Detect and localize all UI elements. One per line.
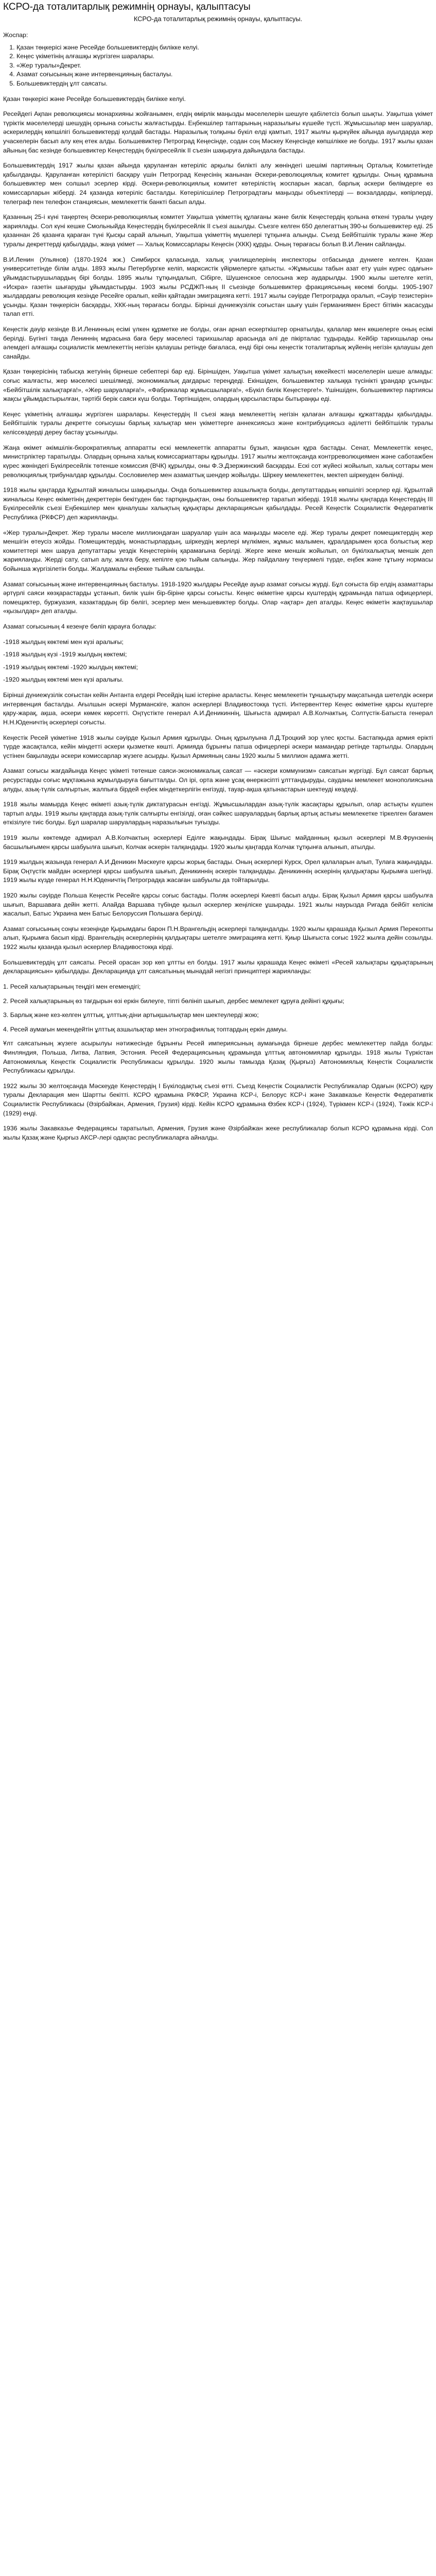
body-paragraph-lenin-bio: В.И.Ленин (Ульянов) (1870-1924 жж.) Симбирск қаласында, халық училищелерінің инспекторы отбасында дүниеге келген. Қазан университетінде білім алды. 1893 жылы Петербургке келіп, марксистік үйірмелерге қатысты. «Жұмысшы табын азат ету үшін күрес одағын» ұйымдастырушылардың бірі болды. 1895 жылы тұтқындалып, Сібірге, Шушенское селосына жер аударылды. 1900 жылы шетелге кетіп, «Искра» газетін шығаруды ұйымдастырды. 1903 жылы РСДЖП-ның II съезінде большевиктер фракциясының көсемі болды. 1905-1907 жылдардағы революция кезінде Ресейге оралып, кейін қайтадан эмиграцияға кетті. 1917 жылы сәуірде Петроградқа оралып, «Сәуір тезистерін» ұсынды. Қазан төңкерісін басқарды, ХКК-ның төрағасы болды. Бірінші дүниежүзілік соғыстан шығу үшін Германиямен Брест бітімін жасасуды талап етті.: [3, 256, 433, 318]
plan-item: 3. «Жер туралы»Декрет.: [16, 61, 433, 71]
stages-list: [3, 638, 433, 685]
principle-item: 3. Барлық және кез-келген ұлттық, ұлттық-діни артықшылықтар мен шектеулерді жою;: [3, 1011, 259, 1019]
document-subtitle: КСРО-да тоталитарлық режимнің орнауы, қалыптасуы.: [133, 14, 303, 23]
body-paragraph: Қазан төңкерісінің табысқа жетуінің бірнеше себептері бар еді. Біріншіден, Уақытша үкімет халықтың көкейкесті мәселелерін шеше алмады: соғыс жалғасты, жер мәселесі шешілмеді, экономикалық дағдарыс тереңдеді. Екіншіден, большевиктер халыққа түсінікті ұрандар ұсынды: «Бейбітшілік халықтарға!», «Жер шаруаларға!», «Фабрикалар жұмысшыларға!», «Бүкіл билік Кеңестерге!». Үшіншіден, большевиктер партиясы жақсы ұйымдастырылған, тәртібі берік саяси күш болды. Төртіншіден, олардың қарсыластары бытыраңқы еді.: [3, 368, 433, 403]
document-page: [0, 0, 436, 1154]
plan-list: [3, 43, 433, 89]
body-paragraph: Азамат соғысының соңғы кезеңінде Қырымдағы барон П.Н.Врангельдің әскерлері талқандалды. 1920 жылы қарашада Қызыл Армия Перекопты алып, Қырымға басып кірді. Врангельдің әскерлерінің қалдықтары шетелге эмиграцияға кетті. Қиыр Шығыста соғыс 1922 жылға дейін созылды. 1922 жылы қазанда қызыл әскерлер Владивостокқа кірді.: [3, 925, 433, 951]
plan-item: 5. Большевиктердің ұлт саясаты.: [16, 79, 433, 89]
body-paragraph: 1936 жылы Закавказье Федерациясы таратылып, Армения, Грузия және Әзірбайжан жеке республикалар болып КСРО құрамына кірді. Сол жылы Қазақ және Қырғыз АКСР-лері одақтас республикаларға айналды.: [3, 1125, 433, 1141]
body-paragraph: Қазанның 25-і күні таңертең Әскери-революциялық комитет Уақытша үкіметтің құлағаны және билік Кеңестердің қолына өткені туралы үндеу жариялады. Сол күні кешке Смольныйда Кеңестердің бүкілресейлік II съезі ашылды. Съезге келген 650 делегаттың 390-ы большевиктер еді. 25 қазаннан 26 қазанға қараған түні Қысқы сарай алынып, Уақытша үкіметтің мүшелері тұтқынға алынды. Съезд Бейбітшілік туралы және Жер туралы декреттерді қабылдады, жаңа үкімет — Халық Комиссарлары Кеңесін (ХКК) құрды. Оның төрағасы болып В.И.Ленин сайланды.: [3, 213, 433, 248]
stage-item: -1920 жылдың көктемі мен күзі аралығы.: [3, 676, 124, 684]
document-title: КСРО-да тоталитарлық режимнің орнауы, қалыптасуы: [3, 2, 251, 12]
plan-heading: Жоспар:: [3, 31, 28, 39]
principle-item: 4. Ресей аумағын мекендейтін ұлттық азшылықтар мен этнографиялық топтардың еркін дамуы.: [3, 1025, 288, 1033]
body-paragraph: Бірінші дүниежүзілік соғыстан кейін Антанта елдері Ресейдің ішкі істеріне араласты. Кеңес мемлекетін тұншықтыру мақсатында шетелдік әскери интервенция басталды. Ағылшын әскері Мурманскіге, жапон әскерлері Владивостокқа түсті. Интервенттер Кеңес өкіметіне қарсы күштерге қару-жарақ, ақша, әскери көмек көрсетті. Оңтүстікте генерал А.И.Деникиннің, Шығыста адмирал А.В.Колчактың, Солтүстік-Батыста генерал Н.Н.Юденичтің әскерлері соғысты.: [3, 691, 433, 726]
body-paragraph: Ресейдегі Ақпан революциясы монархияны жойғанымен, елдің өмірлік маңызды мәселелерін шешуге қабілетсіз болып шықты. Уақытша үкімет түріктік мәселелерді шешудің орнына соғысты жалғастырды. Еңбекшілер таптарының наразылығы күшейе түсті. Жұмысшылар мен шаруалар, әскерилердің көпшілігі большевиктерді қолдай бастады. Наразылық толқыны бүкіл елді қамтып, 1917 жылғы қыркүйек айында ауылдарда жер учаскелерін басып алу кең етек алды. Большевиктер Петроград Кеңесінде, содан соң Мәскеу Кеңесінде көпшілікке ие болды. 1917 жылы қазан айының бас кезінде большевиктер Кеңестердің бүкілресейлік II съезін шақыруға дайындала бастады.: [3, 110, 433, 154]
body-paragraph-first-measures: Кеңес үкіметінің алғашқы жүргізген шаралары. Кеңестердің II съезі жаңа мемлекеттің негізін қалаған алғашқы құжаттарды қабылдады. Бейбітшілік туралы декретте соғысушы барлық халықтар мен үкіметтерге аннексиясыз және контрибуциясыз әділетті бейбітшілік туралы келіссөздерді дереу бастау ұсынылды.: [3, 410, 433, 436]
stage-item: -1918 жылдың күзі -1919 жылдың көктемі;: [3, 651, 127, 658]
body-paragraph: Ұлт саясатының жүзеге асырылуы нәтижесінде бұрынғы Ресей империясының аумағында бірнеше дербес мемлекеттер пайда болды: Финляндия, Польша, Литва, Латвия, Эстония. Ресей Федерациясының құрамында ұлттық автономиялар құрылды. 1918 жылы Түркістан Автономиялық Кеңестік Социалистік Республикасы құрылды. 1920 жылы тамызда Қазақ (Қырғыз) Автономиялық Кеңестік Социалистік Республикасы құрылды.: [3, 1040, 433, 1075]
stage-item: -1918 жылдың көктемі мен күзі аралығы;: [3, 638, 124, 646]
body-paragraph-nationality-policy: Большевиктердің ұлт саясаты. Ресей орасан зор көп ұлтты ел болды. 1917 жылы қарашада Кеңес өкіметі «Ресей халықтары құқықтарының декларациясын» қабылдады. Декларацияда ұлт саясатының мынадай негізгі принциптері жарияланды:: [3, 958, 433, 975]
principle-item: 1. Ресей халықтарының теңдігі мен егемендігі;: [3, 982, 141, 990]
stage-item: -1919 жылдың көктемі -1920 жылдың көктемі;: [3, 663, 138, 671]
body-paragraph-land-decree: «Жер туралы»Декрет. Жер туралы мәселе миллиондаған шаруалар үшін аса маңызды мәселе еді. Жер туралы декрет помещиктердің жер меншігін өтеусіз жойды. Помещиктердің, монастырлардың, шіркеудің жерлері мүлкімен, жұмыс малымен, құралдарымен қоса болыстық жер комитеттері мен шаруа депутаттары уездік Кеңестерінің қарамағына берілді. Жерге жеке меншік жойылып, ол бүкілхалықтық меншік деп жарияланды. Жерді сату, сатып алу, жалға беру, кепілге қою тыйым салынды. Жер пайдалану теңгермелі түрде, еңбек және тұтыну нормасы бойынша жүргізілетін болды. Жалдамалы еңбекке тыйым салынды.: [3, 529, 433, 572]
principle-item: 2. Ресей халықтарының өз тағдырын өзі еркін билеуге, тіпті бөлініп шығып, дербес мемлекет құруға дейінгі құқығы;: [3, 997, 344, 1005]
body-paragraph: 1919 жылдың жазында генерал А.И.Деникин Мәскеуге қарсы жорық бастады. Оның әскерлері Курск, Орел қалаларын алып, Тулаға жақындады. Бірақ Оңтүстік майдан әскерлері қарсы шабуылға шығып, Деникиннің әскерін талқандады. Деникиннің әскерінің қалдықтары Қырымға шегінді. 1919 жылы күзде генерал Н.Н.Юденичтің Петроградқа жасаған шабуылы да тойтарылды.: [3, 858, 433, 884]
principles-list: [3, 982, 433, 1034]
plan-item: 1. Қазан төңкерісі және Ресейде большевиктердің билікке келуі.: [16, 43, 433, 53]
body-paragraph: Азамат соғысы жағдайында Кеңес үкіметі төтенше саяси-экономикалық саясат — «әскери коммунизм» саясатын жүргізді. Бұл саясат барлық ресурстарды соғыс мұқтажына жұмылдыруға бағытталды. Ол ірі, орта және ұсақ өнеркәсіпті ұлттандыруды, сауданы мемлекет монополиясына алуды, азық-түлік салғыртын, жалпыға бірдей еңбек міндеткерлігін енгізуді, тауар-ақша қатынастарын шектеуді көздеді.: [3, 767, 433, 793]
body-paragraph: 1920 жылы сәуірде Польша Кеңестік Ресейге қарсы соғыс бастады. Поляк әскерлері Киевті басып алды. Бірақ Қызыл Армия қарсы шабуылға шығып, Варшаваға дейін жетті. Алайда Варшава түбінде қызыл әскерлер жеңіліске ұшырады. 1921 жылы наурызда Ригада бейбіт келісім жасалып, Батыс Украина мен Батыс Белоруссия Польшаға берілді.: [3, 892, 433, 918]
body-paragraph: Кеңестік дәуір кезінде В.И.Ленинның есімі үлкен құрметке ие болды, оған арнап ескерткіштер орнатылды, қалалар мен көшелерге оның есімі берілді. Бүгінгі таңда Лениннің мұрасына баға беру мәселесі тарихшылар арасында әлі де пікірталас тудырады. Кейбір тарихшылар оны әлемдегі алғашқы социалистік мемлекеттің негізін қалаушы ретінде бағаласа, енді бірі оны кеңестік тоталитарлық жүйенің негізін қалаушы деп санайды.: [3, 325, 433, 360]
plan-item: 4. Азамат соғысының және интервенцияның басталуы.: [16, 70, 433, 79]
plan-item: 2. Кеңес үкіметінің алғашқы жүргізген шаралары.: [16, 52, 433, 61]
body-paragraph: Кеңестік Ресей үкіметіне 1918 жылы сәуірде Қызыл Армия құрылды. Оның құрылуына Л.Д.Троцкий зор үлес қосты. Бастапқыда армия ерікті түрде жасақталса, кейін міндетті әскери қызметке көшті. Армияда бұрынғы патша офицерлері әскери мамандар ретінде тартылды. Олардың үстінен бақылауды әскери комиссарлар жүзеге асырды. Қызыл Армияның саны 1920 жылы 5 миллион адамға жетті.: [3, 734, 433, 759]
body-paragraph: 1918 жылы қаңтарда Құрылтай жиналысы шақырылды. Онда большевиктер азшылықта болды, депутаттардың көпшілігі эсерлер еді. Құрылтай жиналысы Кеңес өкіметінің декреттерін бекітуден бас тартқандықтан, оны большевиктер таратып жіберді. 1918 жылғы қаңтарда Кеңестердің III Бүкілресейлік съезі Еңбекшілер мен қаналушы халықтың құқықтары декларациясын қабылдады. Ресей Кеңестік Социалистік Федеративтік Республика (РКФСР) деп жарияланды.: [3, 486, 433, 521]
body-paragraph: 1918 жылы мамырда Кеңес өкіметі азық-түлік диктатурасын енгізді. Жұмысшылардан азық-түлік жасақтары құрылып, олар астықты күшпен тартып алды. 1919 жылы қаңтарда азық-түлік салғырты енгізілді, оған сәйкес шаруалардың барлық артық астығы мемлекетке тіркелген бағамен өткізілуге тиіс болды. Бұл шаралар шаруалардың наразылығын туғызды.: [3, 801, 433, 826]
body-paragraph-civil-war: Азамат соғысының және интервенцияның басталуы. 1918-1920 жылдары Ресейде ауыр азамат соғысы жүрді. Бұл соғыста бір елдің азаматтары әртүрлі саяси көзқарастарды ұстанып, билік үшін бір-біріне қарсы соғысты. Кеңес өкіметіне қарсы күштердің құрамында патша офицерлері, помещиктер, буржуазия, казактардың бір бөлігі, эсерлер мен меньшевиктер болды. Олар «ақтар» деп аталды. Кеңес өкіметін жақтаушылар «қызылдар» деп аталды.: [3, 580, 433, 615]
section-heading-october: Қазан төңкерісі және Ресейде большевиктердің билікке келуі.: [3, 95, 186, 103]
body-paragraph: 1922 жылы 30 желтоқсанда Мәскеуде Кеңестердің I Бүкілодақтық съезі өтті. Съезд Кеңестік Социалистік Республикалар Одағын (КСРО) құру туралы Декларация мен Шартты бекітті. КСРО құрамына РКФСР, Украина КСР-і, Белорус КСР-і және Закавказье Кеңестік Федеративтік Социалистік Республикасы (Әзірбайжан, Армения, Грузия) кірді. Кейін КСРО құрамына Өзбек КСР-і (1924), Түрікмен КСР-і (1924), Тәжік КСР-і (1929) енді.: [3, 1082, 433, 1117]
stages-intro: Азамат соғысының 4 кезеңге бөліп қарауға болады:: [3, 623, 156, 631]
body-paragraph: 1919 жылы көктемде адмирал А.В.Колчактың әскерлері Еділге жақындады. Бірақ Шығыс майданның қызыл әскерлері М.В.Фрунзенің басшылығымен қарсы шабуылға шығып, Колчак әскерін талқандады. 1920 жылы қаңтарда Колчак тұтқынға алынып, атылды.: [3, 834, 433, 851]
body-paragraph: Большевиктердің 1917 жылы қазан айында қаруланған көтеріліс арқылы билікті алу жөніндегі шешімі партияның Орталық Комитетінде қабылданды. Қаруланған көтерілісті басқару үшін Петроград Кеңесінің жанынан Әскери-революциялық комитет құрылды. Оның құрамына большевиктер мен солшыл эсерлер кірді. Әскери-революциялық комитет көтерілістің жоспарын жасап, барлық әскери бөлімдерге өз комиссарларын жіберді. 24 қазанда көтеріліс басталды. Көтерілісшілер Петроградтағы маңызды объектілерді — вокзалдарды, көпірлерді, телеграф пен телефон станциясын, мемлекеттік банкті басып алды.: [3, 162, 433, 206]
body-paragraph: Жаңа өкімет әкімшілік-бюрократиялық аппаратты ескі мемлекеттік аппаратты бұзып, жаңасын құра бастады. Сенат, Мемлекеттік кеңес, министрліктер таратылды. Олардың орнына халық комиссариаттары құрылды. 1917 жылғы желтоқсанда контрреволюциямен және саботажбен күрес жөніндегі Бүкілресейлік төтенше комиссия (ВЧК) құрылды, оны Ф.Э.Дзержинский басқарды. Ескі сот жүйесі жойылып, халық соттары мен революциялық трибуналдар құрылды. Сословиелер мен азаматтық шендер жойылды. Шіркеу мемлекеттен, мектеп шіркеуден бөлінді.: [3, 444, 433, 479]
